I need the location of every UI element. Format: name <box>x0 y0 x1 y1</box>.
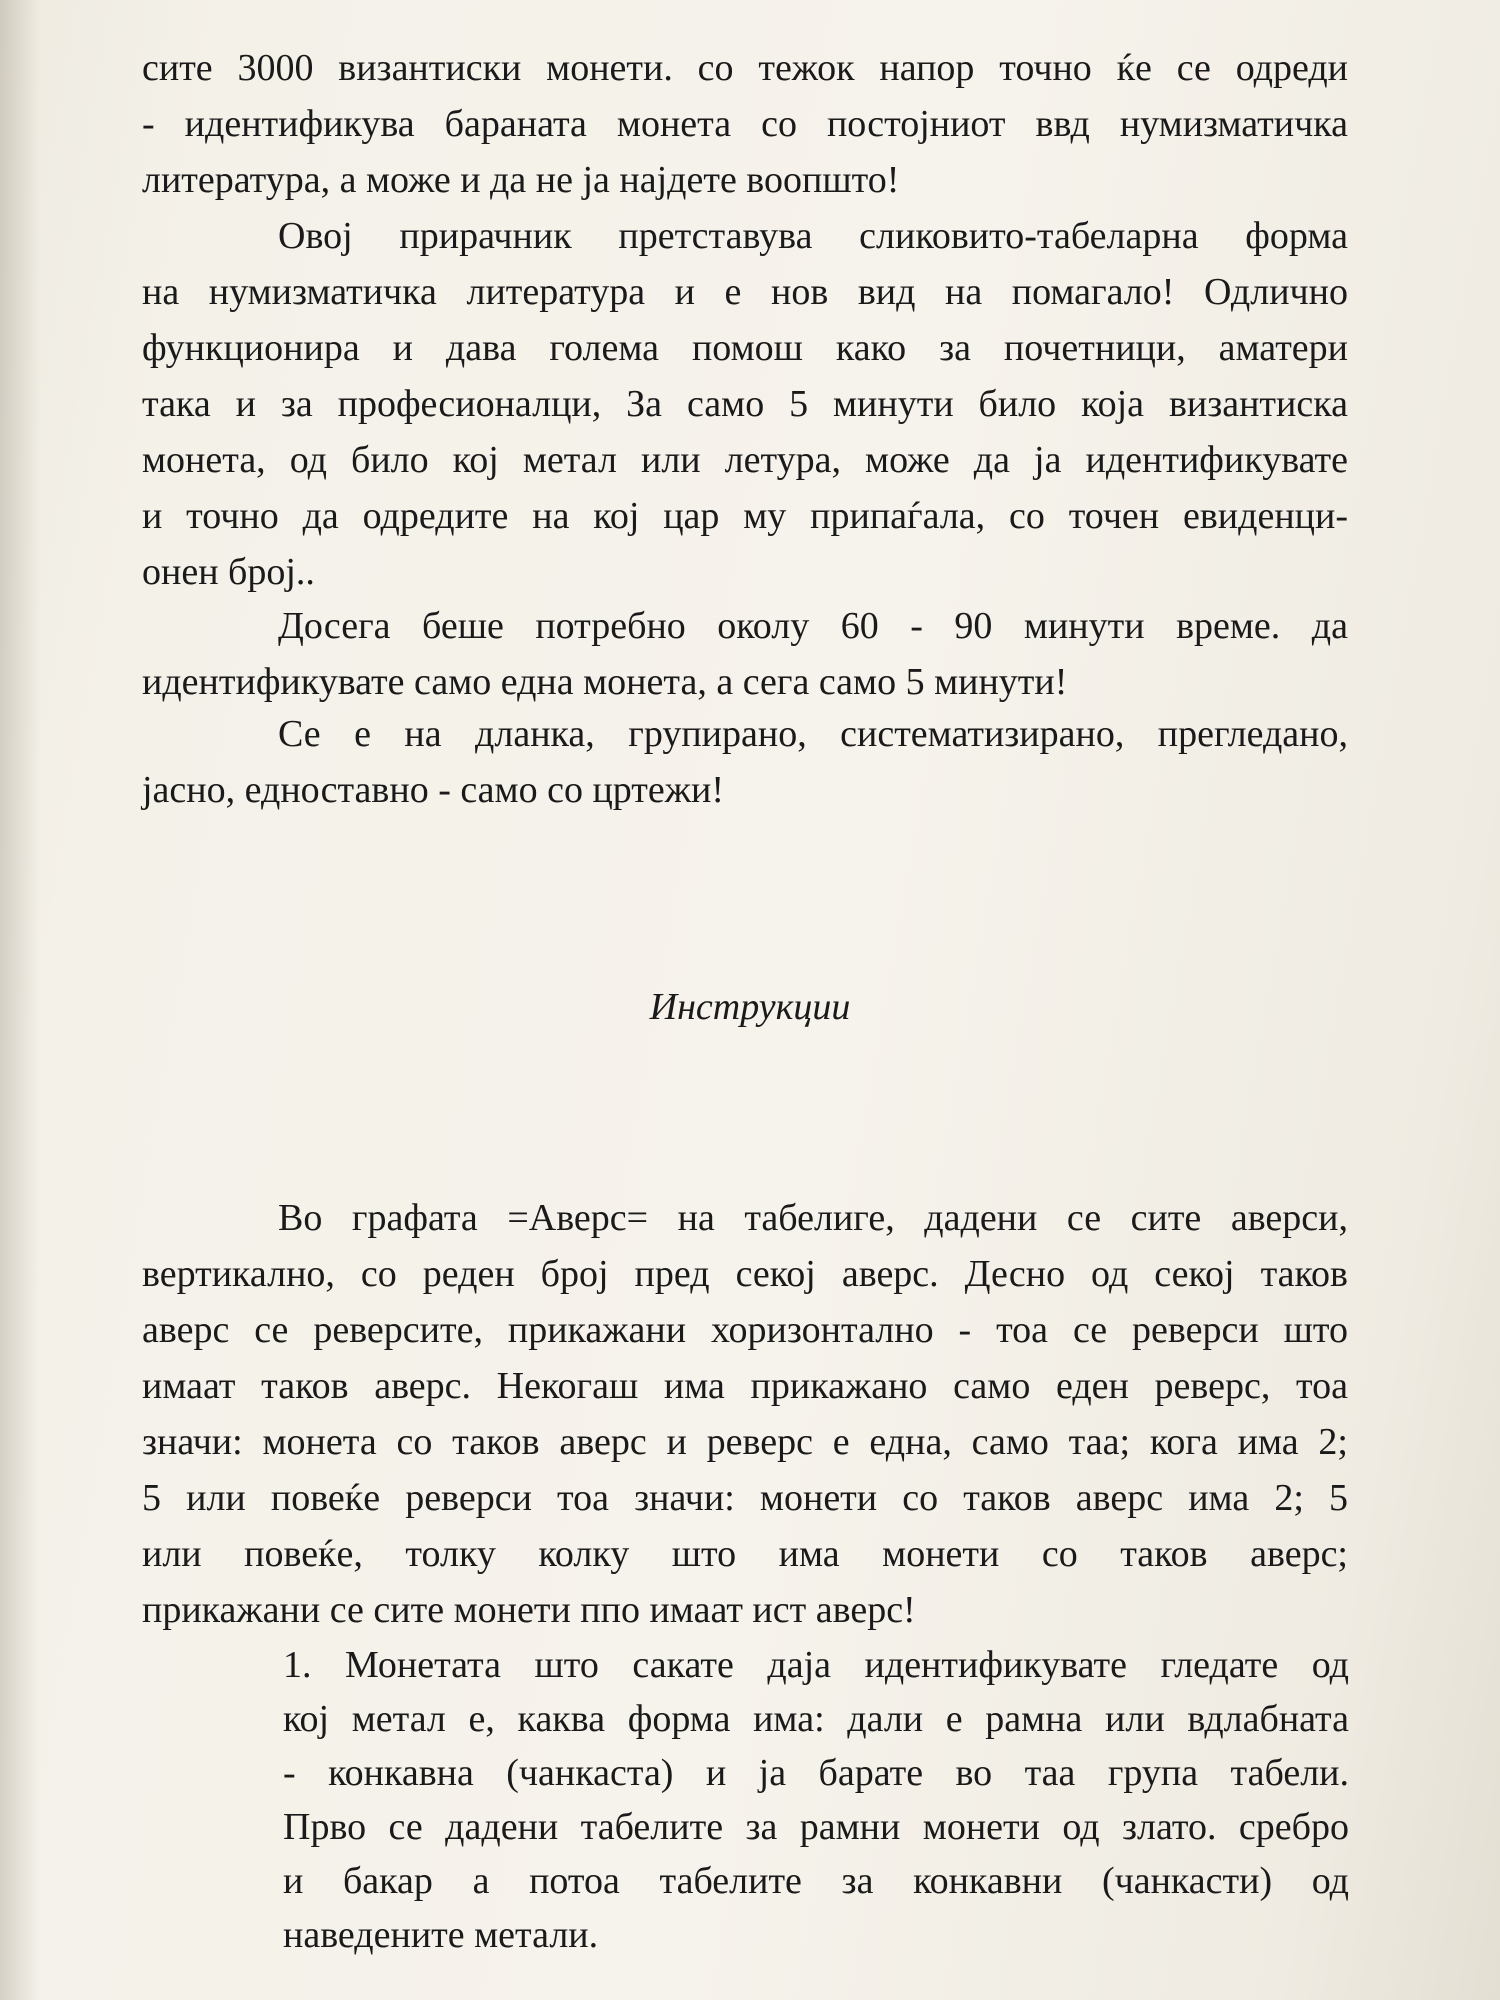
instructions-paragraph <box>142 1190 1348 1638</box>
instruction-list-item-1 <box>283 1638 1349 1962</box>
text-line: онен број.. <box>142 551 315 593</box>
text-line: Досега беше потребно околу 60 - 90 минути време. да <box>278 605 1348 647</box>
text-line: имаат таков аверс. Некогаш има прикажано само еден реверс, тоа <box>142 1365 1348 1407</box>
text-line: така и за професионалци, За само 5 минути било која византиска <box>142 383 1348 425</box>
text-line: прикажани се сите монети ппо имаат ист аверс! <box>142 1589 916 1631</box>
text-line: наведените метали. <box>283 1914 599 1956</box>
text-line: Овој прирачник претставува сликовито-табеларна форма <box>278 215 1348 257</box>
text-line: сите 3000 византиски монети. со тежок напор точно ќе се одреди <box>142 47 1348 89</box>
text-line: Прво се дадени табелите за рамни монети од злато. сребро <box>283 1806 1349 1848</box>
summary-paragraph <box>142 706 1348 818</box>
text-line: на нумизматичка литература и е нов вид на помагало! Одлично <box>142 271 1348 313</box>
text-line: вертикално, со реден број пред секој аверс. Десно од секој таков <box>142 1253 1348 1295</box>
handbook-description-paragraph <box>142 208 1348 600</box>
text-line: аверс се реверсите, прикажани хоризонтално - тоа се реверси што <box>142 1309 1348 1351</box>
text-line: 1. Монетата што сакате даја идентификувате гледате од <box>283 1644 1349 1686</box>
text-line: идентификувате само една монета, а сега само 5 минути! <box>142 661 1068 703</box>
text-line: функционира и дава голема помош како за почетници, аматери <box>142 327 1348 369</box>
text-line: Во графата =Аверс= на табелиге, дадени се сите аверси, <box>278 1197 1348 1239</box>
text-line: јасно, едноставно - само со цртежи! <box>142 769 725 811</box>
text-line: и бакар а потоа табелите за конкавни (чанкасти) од <box>283 1860 1349 1902</box>
text-line: монета, од било кој метал или летура, може да ја идентификувате <box>142 439 1348 481</box>
section-heading: Инструкции <box>649 986 851 1028</box>
text-line: кој метал е, каква форма има: дали е рамна или вдлабната <box>283 1698 1349 1740</box>
show-through-text <box>170 880 180 936</box>
text-line: значи: монета со таков аверс и реверс е една, само таа; кога има 2; <box>142 1421 1348 1463</box>
text-line: и точно да одредите на кој цар му припаѓала, со точен евиденци- <box>142 495 1348 537</box>
text-line: 5 или повеќе реверси тоа значи: монети со таков аверс има 2; 5 <box>142 1477 1348 1519</box>
text-line: Се е на дланка, групирано, систематизирано, прегледано, <box>278 713 1348 755</box>
time-comparison-paragraph <box>142 598 1348 710</box>
text-line: литература, а може и да не ја најдете воопшто! <box>142 159 900 201</box>
intro-paragraph <box>142 40 1348 208</box>
text-line: - идентификува бараната монета со постојниот ввд нумизматичка <box>142 103 1348 145</box>
text-line: или повеќе, толку колку што има монети со таков аверс; <box>142 1533 1348 1575</box>
text-line: - конкавна (чанкаста) и ја барате во таа група табели. <box>283 1752 1349 1794</box>
